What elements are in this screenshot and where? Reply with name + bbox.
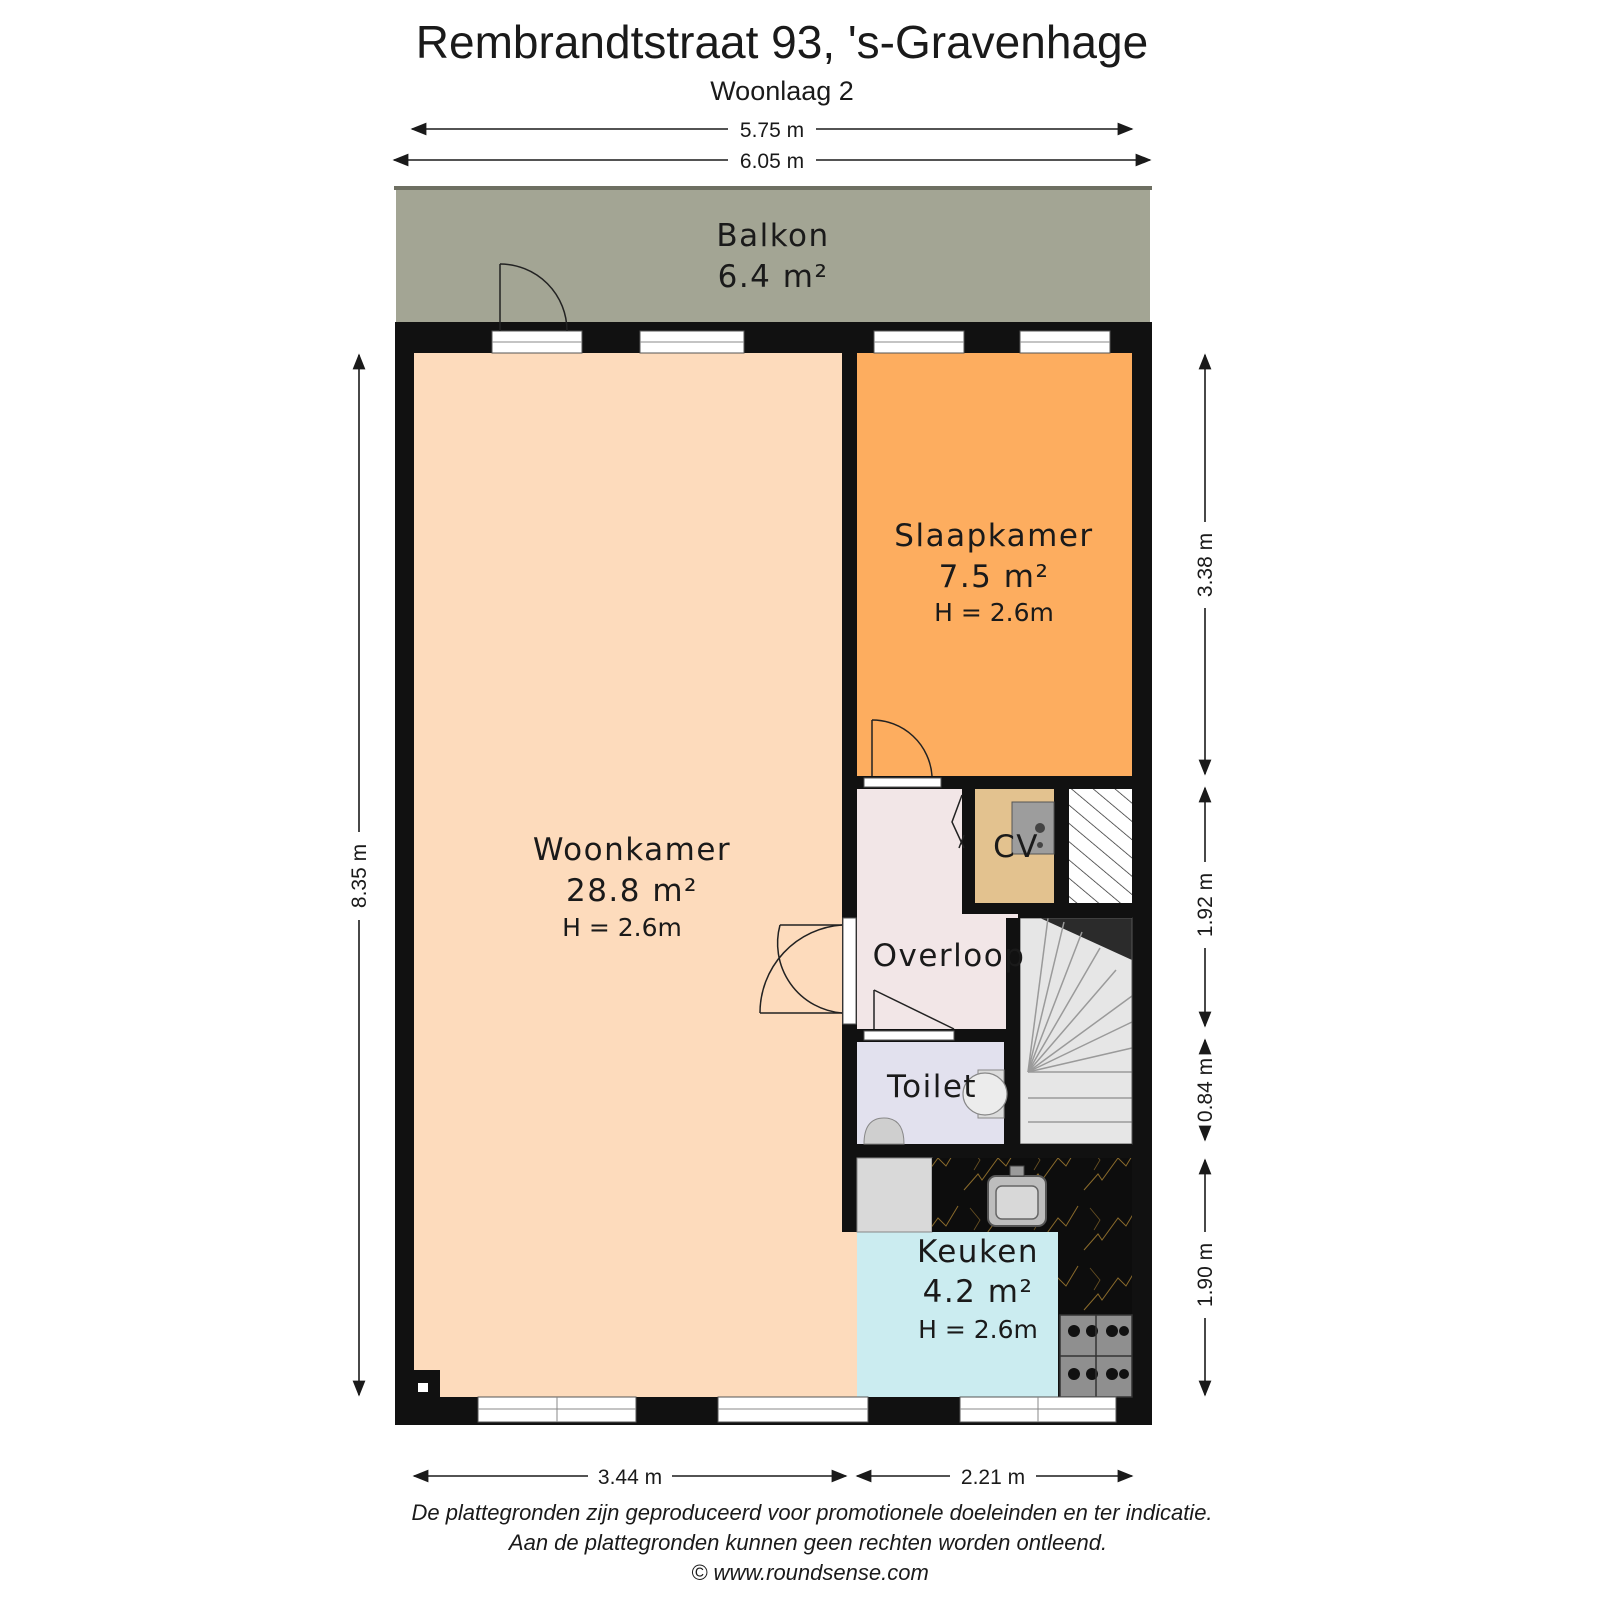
balkon-floor	[396, 188, 1150, 322]
room-name: Slaapkamer	[894, 518, 1094, 554]
room-height: H = 2.6m	[918, 1315, 1038, 1344]
page-title: Rembrandtstraat 93, 's-Gravenhage	[415, 16, 1149, 68]
disclaimer-line-1: De plattegronden zijn geproduceerd voor promotionele doeleinden en ter indicatie.	[411, 1500, 1213, 1525]
dimension-label: 0.84 m	[1194, 1057, 1217, 1123]
dimension-label: 1.90 m	[1194, 1242, 1217, 1308]
label-overloop: Overloop	[872, 938, 1026, 974]
room-area: 7.5 m²	[938, 559, 1050, 595]
room-area: 28.8 m²	[565, 873, 699, 909]
room-name: Woonkamer	[532, 832, 732, 868]
dimension-right-3	[1194, 1040, 1217, 1140]
staircase	[1020, 918, 1132, 1144]
dimension-top-outer	[394, 150, 1150, 173]
woonkamer-lower-extension	[842, 1232, 857, 1397]
label-keuken	[917, 1234, 1039, 1344]
dimension-right-1	[1194, 355, 1217, 774]
room-name: Keuken	[916, 1234, 1040, 1270]
room-area: 4.2 m²	[922, 1274, 1034, 1310]
dimension-bottom-left	[414, 1466, 846, 1489]
dimension-right-2	[1194, 788, 1217, 1026]
label-toilet: Toilet	[886, 1069, 978, 1105]
copyright: © www.roundsense.com	[691, 1560, 929, 1585]
room-height: H = 2.6m	[934, 598, 1054, 627]
room-balkon	[394, 186, 1152, 322]
column-detail	[418, 1383, 428, 1392]
stove	[1060, 1315, 1132, 1397]
dimension-label: 1.92 m	[1194, 872, 1217, 938]
page-subtitle: Woonlaag 2	[710, 76, 854, 106]
dimension-label: 3.38 m	[1194, 532, 1217, 598]
dimension-left-total	[348, 355, 371, 1395]
dimension-bottom-right	[857, 1466, 1132, 1489]
room-area: 6.4 m²	[717, 259, 829, 295]
dimension-label: 6.05 m	[739, 150, 805, 173]
shaft-hatched	[1069, 789, 1132, 903]
dimension-label: 3.44 m	[597, 1466, 663, 1489]
dimension-right-4	[1194, 1160, 1217, 1395]
room-height: H = 2.6m	[562, 913, 682, 942]
room-name: Balkon	[716, 218, 830, 254]
dimension-top-inner	[412, 119, 1132, 142]
disclaimer-line-2: Aan de plattegronden kunnen geen rechten worden ontleend.	[508, 1530, 1108, 1555]
label-cv: CV	[993, 829, 1039, 865]
dimension-label: 8.35 m	[348, 843, 371, 909]
dimension-label: 2.21 m	[960, 1466, 1026, 1489]
balkon-rail	[394, 186, 1152, 190]
dimension-label: 5.75 m	[739, 119, 805, 142]
